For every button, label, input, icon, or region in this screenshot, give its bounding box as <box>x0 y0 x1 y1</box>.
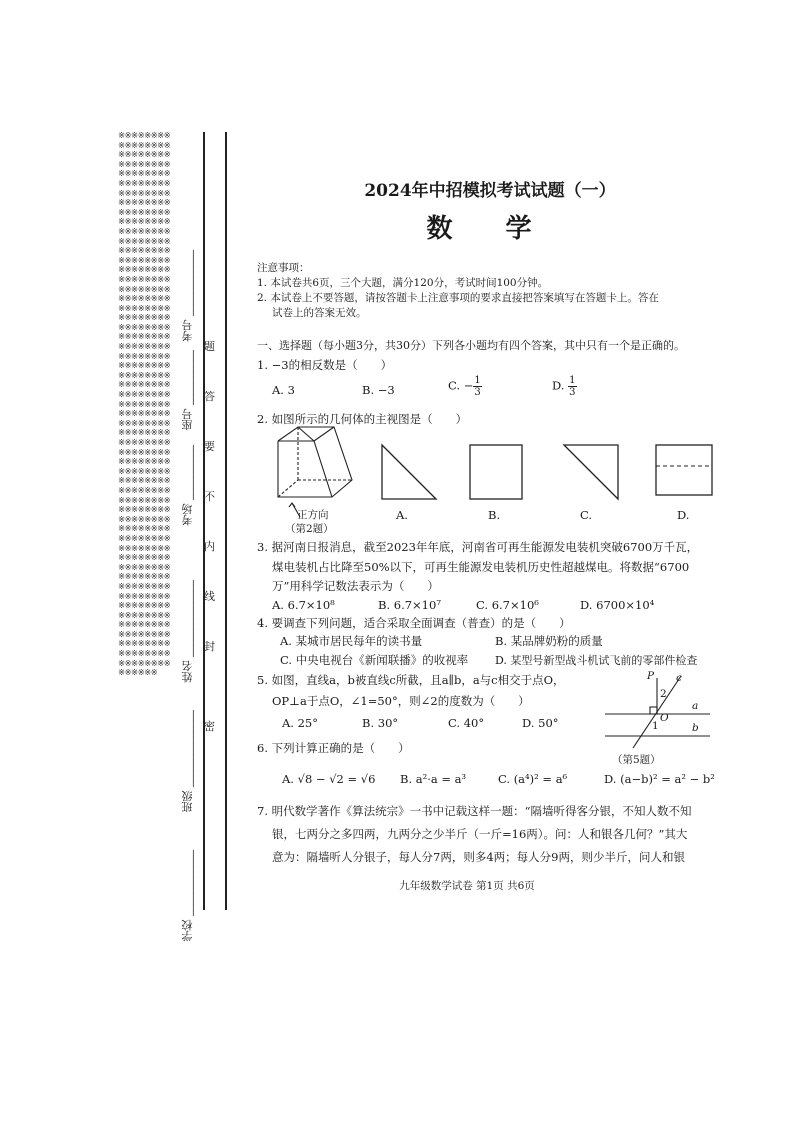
q3-line: 万”用科学记数法表示为（ ） <box>272 579 439 593</box>
q6-option-d[interactable]: D. (a−b)² = a² − b² <box>604 772 715 786</box>
q7-line: 意为：隔墙听人分银子，每人分7两，则多4两；每人分9两，则少半斤，问人和银 <box>272 850 685 864</box>
q7-line: 银，七两分之多四两，九两分之少半斤（一斤=16两）。问：人和银各几何？”其大 <box>272 827 688 841</box>
q2-option-d-figure[interactable] <box>654 443 714 497</box>
notes-item: 试卷上的答案无效。 <box>272 307 367 319</box>
q5-label-2: 2 <box>660 688 667 700</box>
q2-option-b[interactable]: B. <box>488 508 501 522</box>
q4-option-b[interactable]: B. 某品牌奶粉的质量 <box>495 634 603 648</box>
page-footer: 九年级数学试卷 第1页 共6页 <box>399 880 535 892</box>
seal-char: 题 <box>204 340 215 353</box>
binding-pattern: ※※※※※※※※※※※※※※※※※※※※※※※※※※※※※※※※※※※※※※※※※※※※※※※※※※※※※※※※※※※※※※※※※※※※※※※※※※※※※※※※※※※※※※※※※※※※※※※※※※※※※※※※※※※※※※※※※※※※※※※※※※※※※※※※※※※※※※※※※※※※※※※※※※※※※※※※※※※※※※※※※※※※※※※※※※※※※※※※※※※※※※※※※※※※※※※※※※※※※※※※※※※※※※※※※※※※※※※※※※※※※※※※※※※※※※※※※※※※※※※※※※※※※※※※※※※※※※※※※※※※※※※※※※※※※※※※※※※※※※※※※※※※※※※※※※※※※※※※※※※※※※※※※※※※※※※※※※※※※※※※※※※※※※※※※※※※※※※※※※※※※※※※※※※※※※※※※※※※※※※※※※※※※※※※※※※※※※※※※※※※※※※※※※※※※※※※※※※※※※※※※※※※※※※※※※※※※※※※※※※※※※※※※※※※※※※※※※※※※※※※※※※※※※※※※※※※※※ <box>118 132 171 679</box>
q5-label-p: P <box>647 670 655 682</box>
q5-figure-caption: （第5题） <box>612 754 661 766</box>
q2-solid-figure <box>272 425 362 520</box>
exam-title: 2024年中招模拟考试试题（一） <box>364 181 616 201</box>
q1-option-b[interactable]: B. −3 <box>362 383 395 397</box>
q6-option-a[interactable]: A. √8 − √2 = √6 <box>282 772 376 786</box>
notes-item: 1. 本试卷共6页，三个大题，满分120分，考试时间100分钟。 <box>257 277 549 289</box>
q2-option-b-figure[interactable] <box>468 443 524 501</box>
q5-label-o: O <box>660 712 669 724</box>
q6-option-b[interactable]: B. a²·a = a³ <box>400 772 467 786</box>
seat-no-field[interactable]: 座号 __________ <box>181 350 194 431</box>
room-no-field[interactable]: 考场 __________ <box>181 445 194 526</box>
q6-stem: 6. 下列计算正确的是（ ） <box>257 741 410 755</box>
q7-line: 7. 明代数学著作《算法统宗》一书中记载这样一题：“隔墙听得客分银，不知人数不知 <box>257 804 692 818</box>
q5-line: 5. 如图，直线a，b被直线c所截，且a∥b，a与c相交于点O， <box>257 673 565 687</box>
q3-line: 3. 据河南日报消息，截至2023年年底，河南省可再生能源发电装机突破6700万千瓦， <box>257 540 699 554</box>
q4-option-d[interactable]: D. 某型号新型战斗机试飞前的零部件检查 <box>495 654 698 667</box>
section-intro: 一、选择题（每小题3分，共30分）下列各小题均有四个答案，其中只有一个是正确的。 <box>257 339 685 352</box>
exam-no-field[interactable]: 考号 ____________ <box>181 250 194 342</box>
q1-stem: 1. −3的相反数是（ ） <box>257 358 393 372</box>
q4-option-a[interactable]: A. 某城市居民每年的读书量 <box>280 634 423 648</box>
seal-char: 内 <box>204 540 215 553</box>
q5-option-c[interactable]: C. 40° <box>448 716 485 730</box>
seal-char: 不 <box>204 490 215 503</box>
name-field[interactable]: 姓名 ______________ <box>181 580 194 683</box>
q4-stem: 4. 要调查下列问题，适合采取全面调查（普查）的是（ ） <box>257 616 571 630</box>
q2-direction-label: 正方向 <box>297 509 329 521</box>
q5-label-c: c <box>676 672 682 684</box>
q5-label-b: b <box>692 722 699 734</box>
q3-option-a[interactable]: A. 6.7×10⁸ <box>272 598 335 612</box>
notes-item: 2. 本试卷上不要答题，请按答题卡上注意事项的要求直接把答案填写在答题卡上。答在 <box>257 292 659 304</box>
q4-option-c[interactable]: C. 中央电视台《新闻联播》的收视率 <box>280 653 469 667</box>
q3-option-b[interactable]: B. 6.7×10⁷ <box>378 598 441 612</box>
q2-option-c[interactable]: C. <box>580 508 593 522</box>
binding-line-outer <box>225 132 227 910</box>
seal-char: 封 <box>204 640 215 653</box>
school-field[interactable]: 学校 ____________ <box>181 850 194 942</box>
q5-label-a: a <box>692 700 699 712</box>
binding-line-inner <box>203 132 205 910</box>
q5-option-b[interactable]: B. 30° <box>362 716 399 730</box>
q5-label-1: 1 <box>652 720 659 732</box>
q3-option-d[interactable]: D. 6700×10⁴ <box>580 598 655 612</box>
q2-option-c-figure[interactable] <box>562 443 622 501</box>
q5-line: OP⊥a于点O，∠1=50°，则∠2的度数为（ ） <box>272 694 530 708</box>
q6-option-c[interactable]: C. (a⁴)² = a⁶ <box>498 772 568 786</box>
seal-char: 答 <box>204 390 215 403</box>
seal-char: 线 <box>204 590 215 603</box>
seal-char: 密 <box>204 720 215 733</box>
seal-char: 要 <box>204 440 215 453</box>
notes-heading: 注意事项： <box>257 262 310 274</box>
q2-figure-caption: （第2题） <box>285 523 334 535</box>
q3-option-c[interactable]: C. 6.7×10⁶ <box>476 598 539 612</box>
q5-option-a[interactable]: A. 25° <box>282 716 318 730</box>
q2-option-d[interactable]: D. <box>677 508 690 522</box>
class-field[interactable]: 班级 ______________ <box>181 710 194 813</box>
q1-option-c[interactable]: C. − $\frac{1}{3}$ <box>448 375 481 398</box>
q3-line: 煤电装机占比降至50%以下，可再生能源发电装机历史性超越煤电。将数据“6700 <box>272 560 690 574</box>
q1-option-d[interactable]: D. $\frac{1}{3}$ <box>552 375 576 398</box>
subject-title: 数 学 <box>426 214 554 244</box>
q5-option-d[interactable]: D. 50° <box>522 716 559 730</box>
q2-option-a[interactable]: A. <box>396 508 408 522</box>
q1-option-a[interactable]: A. 3 <box>272 383 295 397</box>
q2-stem: 2. 如图所示的几何体的主视图是（ ） <box>257 412 468 426</box>
q2-option-a-figure[interactable] <box>380 443 440 501</box>
